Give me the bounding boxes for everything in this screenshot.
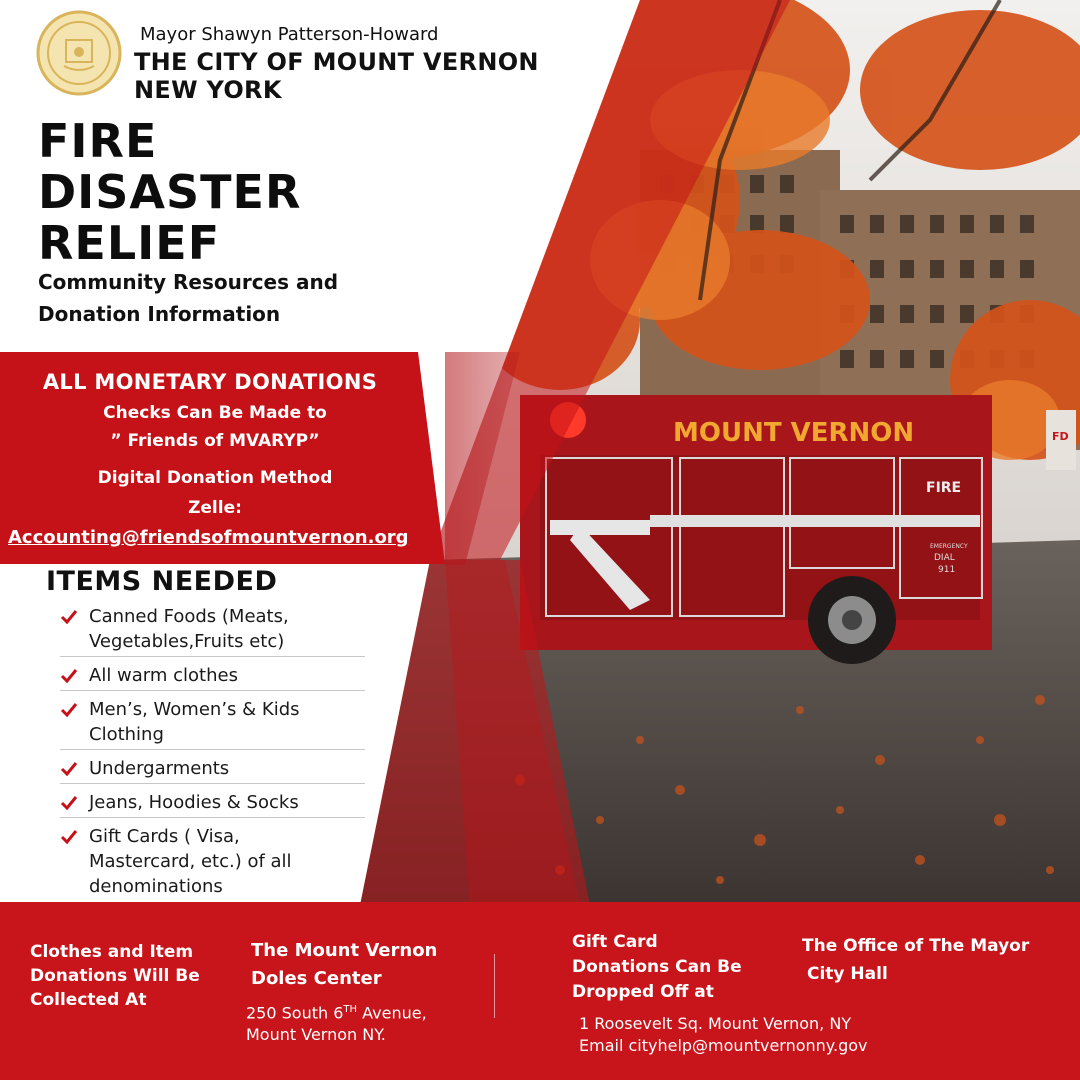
checkmark-icon [60, 608, 78, 626]
address-line1-sup: TH [343, 1004, 358, 1015]
checkmark-icon [60, 701, 78, 719]
gift-line2: Donations Can Be [572, 957, 742, 977]
donation-email-link[interactable]: Accounting@friendsofmountvernon.org [8, 527, 409, 548]
page-title [38, 116, 358, 269]
clothes-collection-label [30, 940, 200, 1012]
footer-divider [494, 954, 495, 1018]
subtitle-line1: Community Resources and [38, 270, 339, 294]
subtitle-line2: Donation Information [38, 302, 281, 326]
item-line: Jeans, Hoodies & Socks [89, 792, 299, 813]
office-address [579, 1013, 867, 1057]
truck-name-text: MOUNT VERNON [673, 418, 915, 448]
clothes-line3: Collected At [30, 990, 147, 1010]
truck-dial-text: DIAL [934, 553, 955, 563]
office-line1: The Office of The Mayor [802, 936, 1030, 956]
item-line: All warm clothes [89, 665, 238, 686]
office-name [802, 932, 1029, 988]
monetary-donations-panel [0, 352, 445, 564]
address-line1-pre: 250 South 6 [246, 1003, 344, 1023]
item-line: Mastercard, etc.) of all [89, 851, 292, 872]
title-line-fire: FIRE [38, 114, 158, 168]
title-line-relief: RELIEF [38, 216, 221, 270]
list-item [60, 604, 365, 657]
city-seal-logo [36, 10, 122, 96]
checkmark-icon [60, 794, 78, 812]
page-subtitle [38, 266, 398, 330]
city-name-line1: THE CITY OF MOUNT VERNON [134, 48, 539, 76]
fd-sign-text: FD [1052, 430, 1069, 443]
clothes-line2: Donations Will Be [30, 966, 200, 986]
office-email-link[interactable]: Email cityhelp@mountvernonny.gov [579, 1036, 868, 1055]
donations-heading: ALL MONETARY DONATIONS [42, 370, 378, 394]
checks-line1: Checks Can Be Made to [103, 403, 327, 423]
truck-911-text: 911 [938, 565, 956, 575]
gift-line3: Dropped Off at [572, 982, 714, 1002]
digital-donation-line: Digital Donation Method [97, 468, 333, 488]
mayor-name: Mayor Shawyn Patterson-Howard [140, 24, 439, 45]
items-needed-list [60, 604, 365, 907]
item-line: Vegetables,Fruits etc) [89, 631, 285, 652]
list-item [60, 663, 365, 691]
item-line: Undergarments [89, 758, 230, 779]
item-line: denominations [89, 876, 223, 897]
checks-line2: ” Friends of MVARYP” [110, 431, 320, 451]
truck-fire-text: FIRE [926, 480, 962, 496]
gift-card-label [572, 930, 742, 1005]
address-line1-post: Avenue, [357, 1003, 427, 1023]
footer-bar [0, 902, 1080, 1080]
item-line: Canned Foods (Meats, [89, 606, 289, 627]
venue-name [251, 937, 437, 993]
venue-line1: The Mount Vernon [251, 940, 438, 961]
office-line2: City Hall [807, 964, 888, 984]
item-line: Gift Cards ( Visa, [89, 826, 240, 847]
items-needed-heading: ITEMS NEEDED [46, 566, 278, 597]
city-name-line2: NEW YORK [134, 76, 282, 104]
truck-emergency-text: EMERGENCY [930, 543, 968, 550]
list-item [60, 824, 365, 901]
gift-line1: Gift Card [572, 932, 658, 952]
venue-address [246, 999, 427, 1046]
checkmark-icon [60, 760, 78, 778]
item-line: Clothing [89, 724, 164, 745]
checkmark-icon [60, 828, 78, 846]
zelle-label: Zelle: [188, 498, 242, 518]
venue-line2: Doles Center [251, 968, 382, 989]
list-item [60, 790, 365, 818]
address-line2: Mount Vernon NY. [246, 1025, 386, 1045]
checkmark-icon [60, 667, 78, 685]
list-item [60, 697, 365, 750]
title-line-disaster: DISASTER [38, 165, 302, 219]
office-address-line: 1 Roosevelt Sq. Mount Vernon, NY [579, 1014, 852, 1033]
item-line: Men’s, Women’s & Kids [89, 699, 300, 720]
clothes-line1: Clothes and Item [30, 942, 194, 962]
list-item [60, 756, 365, 784]
